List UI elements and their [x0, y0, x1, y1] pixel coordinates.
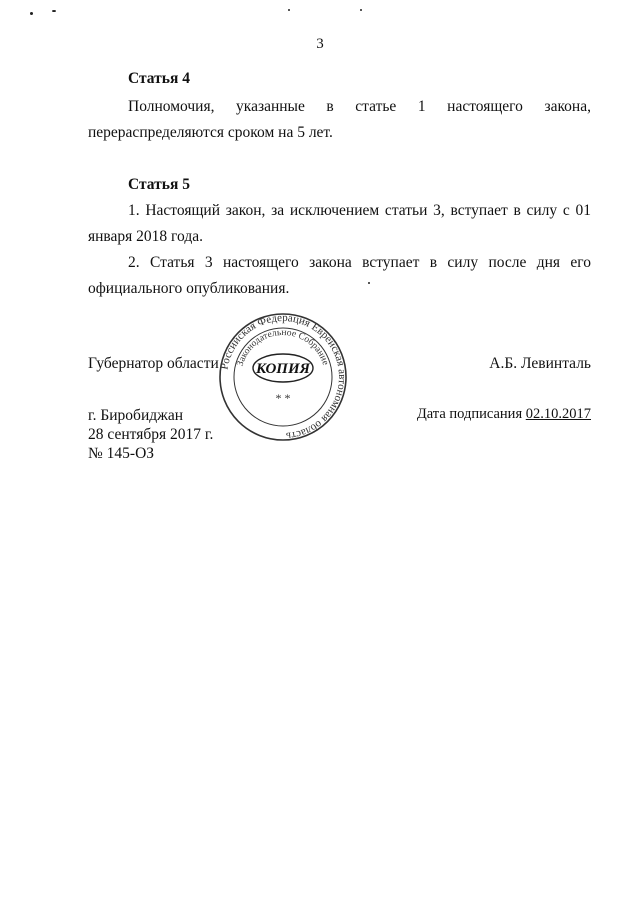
city: г. Биробиджан	[88, 407, 184, 424]
scan-mark	[288, 9, 290, 11]
seal-inner-text: Законодательное Собрание	[235, 327, 331, 368]
seal-stars: * *	[275, 391, 291, 405]
law-number: № 145-ОЗ	[88, 445, 155, 462]
official-seal	[218, 312, 348, 442]
scan-mark	[52, 10, 56, 12]
article-4-text: Полномочия, указанные в статье 1 настоящего закона, перераспределяются сроком на 5 лет.	[88, 98, 591, 141]
document-footer	[88, 406, 213, 463]
scan-mark	[30, 12, 33, 15]
adoption-date: 28 сентября 2017 г.	[88, 426, 214, 443]
seal-center-text: КОПИЯ	[256, 361, 310, 377]
signing-date-label: Дата подписания	[416, 406, 523, 422]
seal-outer-text: Российская Федерация Еврейская автономная область	[218, 312, 348, 442]
signing-date: 02.10.2017	[525, 406, 591, 422]
page-number: 3	[316, 36, 324, 52]
article-4-heading: Статья 4	[128, 70, 190, 87]
scan-mark	[360, 9, 362, 11]
article-5-item-2: 2. Статья 3 настоящего закона вступает в силу после дня его официального опубликования.	[88, 254, 591, 297]
signing-date-line	[417, 406, 591, 423]
article-5-heading: Статья 5	[128, 176, 190, 193]
signatory-name: А.Б. Левинталь	[489, 355, 591, 372]
article-5-item-1: 1. Настоящий закон, за исключением статьи 3, вступает в силу с 01 января 2018 года.	[88, 202, 591, 245]
signatory-title: Губернатор области	[88, 355, 219, 372]
